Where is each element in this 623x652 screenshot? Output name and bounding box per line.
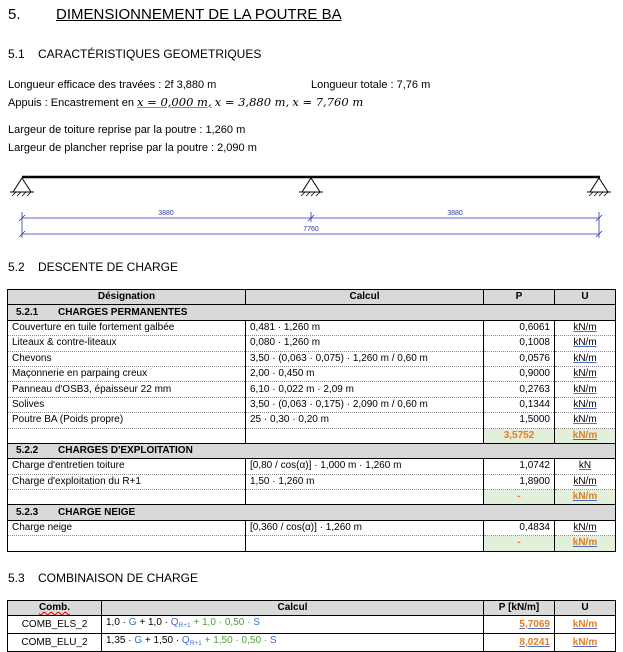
appuis-label: Appuis : Encastrement en bbox=[8, 97, 134, 109]
cell-designation: Chevons bbox=[8, 351, 246, 366]
comb-p: 5,7069 bbox=[519, 618, 550, 630]
total-p: - bbox=[484, 536, 555, 551]
comb-name: COMB_ELS_2 bbox=[8, 616, 102, 634]
cell-calcul: 2,00 · 0,450 m bbox=[246, 366, 484, 381]
group-title: CHARGES PERMANENTES bbox=[58, 306, 188, 318]
appuis-line bbox=[8, 95, 363, 109]
table-row bbox=[8, 351, 616, 366]
largeur-toiture-text: Largeur de toiture reprise par la poutre : 1,260 m bbox=[8, 124, 246, 136]
dim-span1-label: 3880 bbox=[158, 210, 174, 217]
group-title: CHARGES D'EXPLOITATION bbox=[58, 445, 193, 457]
cell-designation: Solives bbox=[8, 397, 246, 412]
section-5-heading bbox=[8, 6, 342, 23]
group-header-neige bbox=[8, 505, 616, 520]
cell-u: kN/m bbox=[573, 414, 597, 426]
appuis-x1: x = 0,000 m, bbox=[137, 95, 212, 109]
table-row bbox=[8, 520, 616, 535]
cell-designation: Poutre BA (Poids propre) bbox=[8, 413, 246, 428]
support-middle bbox=[299, 178, 323, 196]
table-row bbox=[8, 413, 616, 428]
total-row-neige bbox=[8, 536, 616, 551]
cell-p: 0,4834 bbox=[484, 520, 555, 535]
section-5-2-title: DESCENTE DE CHARGE bbox=[38, 260, 179, 274]
cell-u: kN/m bbox=[573, 352, 597, 364]
cell-u: kN/m bbox=[573, 337, 597, 349]
cell-p: 0,2763 bbox=[484, 382, 555, 397]
cell-p: 0,6061 bbox=[484, 320, 555, 335]
cell-p: 1,5000 bbox=[484, 413, 555, 428]
cell-u: kN/m bbox=[573, 368, 597, 380]
comb-u: kN/m bbox=[572, 636, 598, 648]
support-right bbox=[587, 178, 611, 196]
header-p: P bbox=[484, 290, 555, 305]
largeur-plancher-text: Largeur de plancher reprise par la poutre : 2,090 m bbox=[8, 142, 257, 154]
section-5-2-heading bbox=[8, 260, 178, 274]
section-5-1-number: 5.1 bbox=[8, 47, 25, 61]
cell-p: 1,0742 bbox=[484, 459, 555, 474]
header-calcul: Calcul bbox=[102, 601, 484, 616]
cell-u: kN/m bbox=[573, 398, 597, 410]
cell-designation: Maçonnerie en parpaing creux bbox=[8, 366, 246, 381]
table-header-row bbox=[8, 290, 616, 305]
header-comb: Comb. bbox=[38, 602, 71, 614]
section-5-title: DIMENSIONNEMENT DE LA POUTRE BA bbox=[56, 6, 342, 23]
group-number: 5.2.2 bbox=[16, 445, 39, 457]
longueur-totale-text: Longueur totale : 7,76 m bbox=[311, 79, 431, 91]
dimension-lines bbox=[19, 212, 602, 238]
total-p: 3,5752 bbox=[484, 428, 555, 443]
total-u: kN/m bbox=[572, 429, 598, 441]
cell-calcul: 25 · 0,30 · 0,20 m bbox=[246, 413, 484, 428]
dim-total-label: 7760 bbox=[303, 226, 319, 233]
dim-span2-label: 3880 bbox=[447, 210, 463, 217]
cell-calcul: 0,481 · 1,260 m bbox=[246, 320, 484, 335]
table-row bbox=[8, 320, 616, 335]
comb-p: 8,0241 bbox=[519, 636, 550, 648]
cell-calcul: 1,50 · 1,260 m bbox=[246, 474, 484, 489]
section-5-2-number: 5.2 bbox=[8, 260, 25, 274]
cell-p: 1,8900 bbox=[484, 474, 555, 489]
cell-calcul: 3,50 · (0,063 · 0,175) · 2,090 m / 0,60 m bbox=[246, 397, 484, 412]
comb-calcul: $1,35 \cdot G + 1,50 \cdot Q_{R+1} + 1,50 \cdot 0,50 \cdot S$ bbox=[102, 634, 484, 652]
header-u: U bbox=[555, 601, 616, 616]
group-number: 5.2.1 bbox=[16, 306, 39, 318]
group-title: CHARGE NEIGE bbox=[58, 506, 136, 518]
header-calcul: Calcul bbox=[246, 290, 484, 305]
longueur-efficace-text: Longueur efficace des travées : 2f 3,880 m bbox=[8, 79, 217, 91]
group-header-exploitation bbox=[8, 443, 616, 458]
header-designation: Désignation bbox=[8, 290, 246, 305]
cell-p: 0,1344 bbox=[484, 397, 555, 412]
table-row bbox=[8, 459, 616, 474]
section-5-number: 5. bbox=[8, 6, 21, 23]
support-left bbox=[10, 178, 34, 196]
group-number: 5.2.3 bbox=[16, 506, 39, 518]
cell-u: kN/m bbox=[573, 522, 597, 534]
total-p: - bbox=[484, 490, 555, 505]
section-5-1-heading bbox=[8, 47, 261, 61]
cell-calcul: 0,080 · 1,260 m bbox=[246, 336, 484, 351]
section-5-3-number: 5.3 bbox=[8, 571, 25, 585]
cell-calcul: 3,50 · (0,063 · 0,075) · 1,260 m / 0,60 m bbox=[246, 351, 484, 366]
cell-designation: Charge d'entretien toiture bbox=[8, 459, 246, 474]
cell-designation: Charge neige bbox=[8, 520, 246, 535]
cell-p: 0,0576 bbox=[484, 351, 555, 366]
combinaison-table bbox=[7, 600, 616, 652]
section-5-1-title: CARACTÉRISTIQUES GEOMETRIQUES bbox=[38, 47, 262, 61]
section-5-3-heading bbox=[8, 571, 198, 585]
cell-u: kN/m bbox=[573, 475, 597, 487]
cell-p: 0,9000 bbox=[484, 366, 555, 381]
table-row bbox=[8, 382, 616, 397]
comb-calcul: $1,0 \cdot G + 1,0 \cdot Q_{R+1} + 1,0 \cdot 0,50 \cdot S$ bbox=[102, 616, 484, 634]
header-p: P [kN/m] bbox=[484, 601, 555, 616]
cell-designation: Couverture en tuile fortement galbée bbox=[8, 320, 246, 335]
comb-name: COMB_ELU_2 bbox=[8, 634, 102, 652]
descente-charge-table bbox=[7, 289, 616, 552]
total-u: kN/m bbox=[572, 491, 598, 503]
beam-diagram bbox=[0, 168, 623, 243]
comb-row bbox=[8, 634, 616, 652]
cell-p: 0,1008 bbox=[484, 336, 555, 351]
comb-u: kN/m bbox=[572, 618, 598, 630]
total-row-exploitation bbox=[8, 490, 616, 505]
appuis-x3: x = 7,760 m bbox=[292, 95, 364, 109]
cell-u: kN/m bbox=[573, 321, 597, 333]
table-row bbox=[8, 474, 616, 489]
table-row bbox=[8, 397, 616, 412]
section-5-3-title: COMBINAISON DE CHARGE bbox=[38, 571, 199, 585]
cell-designation: Charge d'exploitation du R+1 bbox=[8, 474, 246, 489]
header-u: U bbox=[555, 290, 616, 305]
cell-designation: Liteaux & contre-liteaux bbox=[8, 336, 246, 351]
comb-row bbox=[8, 616, 616, 634]
table-row bbox=[8, 366, 616, 381]
comb-header-row bbox=[8, 601, 616, 616]
table-row bbox=[8, 336, 616, 351]
cell-designation: Panneau d'OSB3, épaisseur 22 mm bbox=[8, 382, 246, 397]
cell-u: kN bbox=[578, 460, 592, 472]
cell-calcul: [0,360 / cos(α)] · 1,260 m bbox=[246, 520, 484, 535]
total-row-permanentes bbox=[8, 428, 616, 443]
cell-calcul: 6,10 · 0,022 m · 2,09 m bbox=[246, 382, 484, 397]
cell-calcul: [0,80 / cos(α)] · 1,000 m · 1,260 m bbox=[246, 459, 484, 474]
cell-u: kN/m bbox=[573, 383, 597, 395]
appuis-x2: x = 3,880 m, bbox=[214, 95, 290, 109]
total-u: kN/m bbox=[572, 537, 598, 549]
group-header-permanentes bbox=[8, 305, 616, 320]
